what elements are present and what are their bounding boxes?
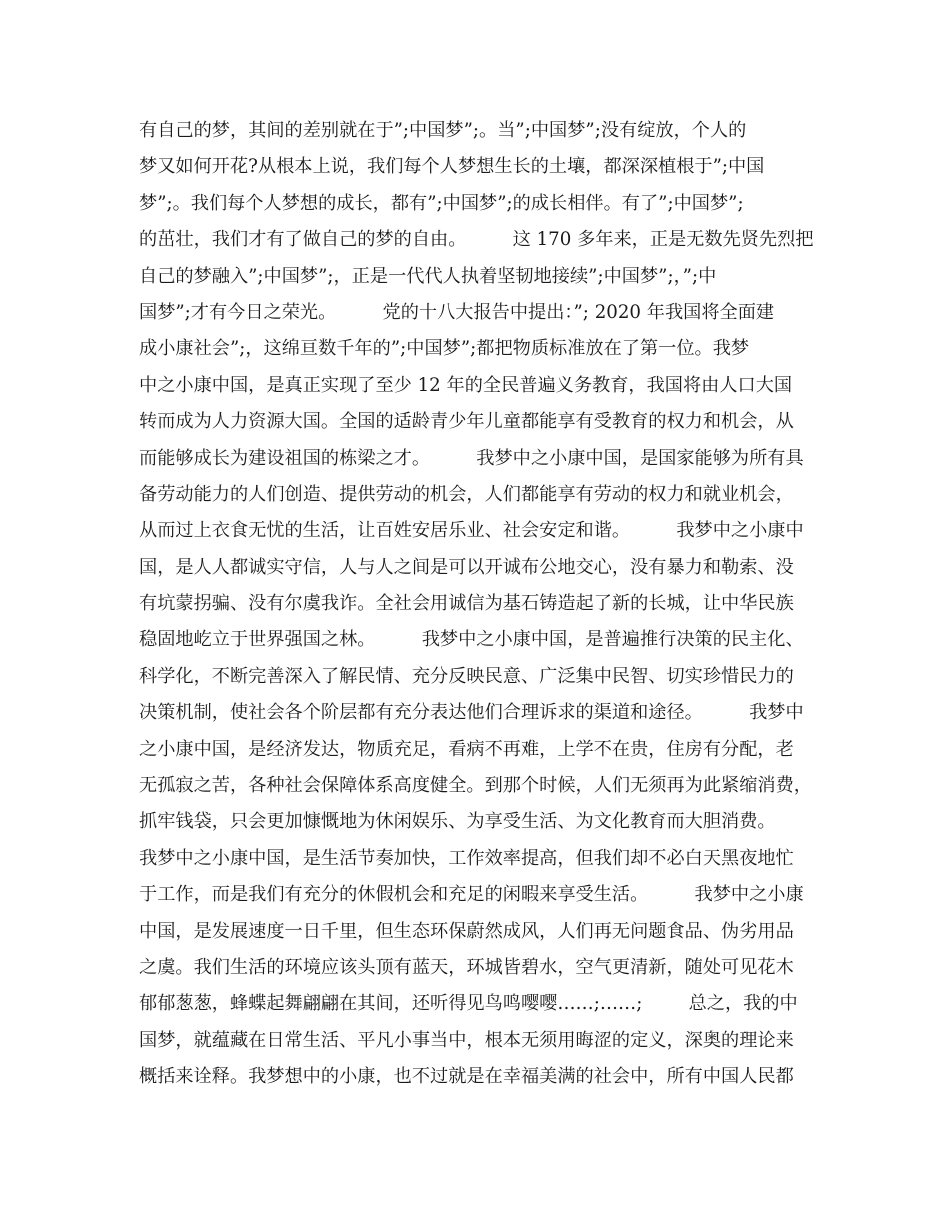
text-line: 有自己的梦，其间的差别就在于”;中国梦”;。当”;中国梦”;没有绽放，个人的 bbox=[139, 120, 747, 141]
text-line: 国梦”;才有今日之荣光。 党的十八大报告中提出：”; 2020 年我国将全面建 bbox=[139, 301, 775, 323]
text-line: 郁郁葱葱，蜂蝶起舞翩翩在其间，还听得见鸟鸣嘤嘤……;……; 总之，我的中 bbox=[139, 993, 798, 1015]
text-line: 无孤寂之苦，各种社会保障体系高度健全。到那个时候，人们无须再为此紧缩消费， bbox=[139, 775, 812, 797]
text-line: 而能够成长为建设祖国的栋梁之才。 我梦中之小康中国，是国家能够为所有具 bbox=[139, 447, 804, 469]
text-line: 国梦，就蕴藏在日常生活、平凡小事当中，根本无须用晦涩的定义，深奥的理论来 bbox=[139, 1029, 794, 1051]
text-line: 于工作，而是我们有充分的休假机会和充足的闲暇来享受生活。 我梦中之小康 bbox=[139, 884, 804, 906]
text-line: 稳固地屹立于世界强国之林。 我梦中之小康中国，是普遍推行决策的民主化、 bbox=[139, 629, 804, 651]
text-line: 抓牢钱袋，只会更加慷慨地为休闲娱乐、为享受生活、为文化教育而大胆消费。 bbox=[139, 811, 776, 833]
text-line: 成小康社会”;，这绵亘数千年的”;中国梦”;都把物质标准放在了第一位。我梦 bbox=[139, 338, 750, 360]
essay-body-text bbox=[139, 113, 819, 1096]
text-line: 概括来诠释。我梦想中的小康，也不过就是在幸福美满的社会中，所有中国人民都 bbox=[139, 1066, 794, 1088]
text-line: 决策机制，使社会各个阶层都有充分表达他们合理诉求的渠道和途径。 我梦中 bbox=[139, 702, 804, 724]
text-line: 有坑蒙拐骗、没有尔虞我诈。全社会用诚信为基石铸造起了新的长城，让中华民族 bbox=[139, 593, 794, 615]
text-line: 从而过上衣食无忧的生活，让百姓安居乐业、社会安定和谐。 我梦中之小康中 bbox=[139, 520, 804, 542]
text-line: 之小康中国，是经济发达，物质充足，看病不再难，上学不在贵，住房有分配，老 bbox=[139, 738, 794, 760]
text-line: 备劳动能力的人们创造、提供劳动的机会，人们都能享有劳动的权力和就业机会， bbox=[139, 483, 794, 505]
text-line: 我梦中之小康中国，是生活节奏加快，工作效率提高，但我们却不必白天黑夜地忙 bbox=[139, 847, 794, 869]
text-line: 的茁壮，我们才有了做自己的梦的自由。 这 170 多年来，正是无数先贤先烈把 bbox=[139, 229, 814, 251]
text-line: 之虞。我们生活的环境应该头顶有蓝天，环城皆碧水，空气更清新，随处可见花木 bbox=[139, 956, 794, 978]
text-line: 梦”;。我们每个人梦想的成长，都有”;中国梦”;的成长相伴。有了”;中国梦”; bbox=[139, 192, 744, 214]
text-line: 科学化，不断完善深入了解民情、充分反映民意、广泛集中民智、切实珍惜民力的 bbox=[139, 665, 794, 687]
text-line: 转而成为人力资源大国。全国的适龄青少年儿童都能享有受教育的权力和机会，从 bbox=[139, 411, 794, 433]
text-line: 国，是人人都诚实守信，人与人之间是可以开诚布公地交心，没有暴力和勒索、没 bbox=[139, 556, 794, 578]
text-line: 中国，是发展速度一日千里，但生态环保蔚然成风，人们再无问题食品、伪劣用品 bbox=[139, 920, 794, 942]
text-line: 梦又如何开花?从根本上说，我们每个人梦想生长的土壤，都深深植根于”;中国 bbox=[139, 156, 765, 178]
text-line: 自己的梦融入”;中国梦”;，正是一代代人执着坚韧地接续”;中国梦”;，”;中 bbox=[139, 265, 717, 287]
text-line: 中之小康中国，是真正实现了至少 12 年的全民普遍义务教育，我国将由人口大国 bbox=[139, 374, 793, 396]
